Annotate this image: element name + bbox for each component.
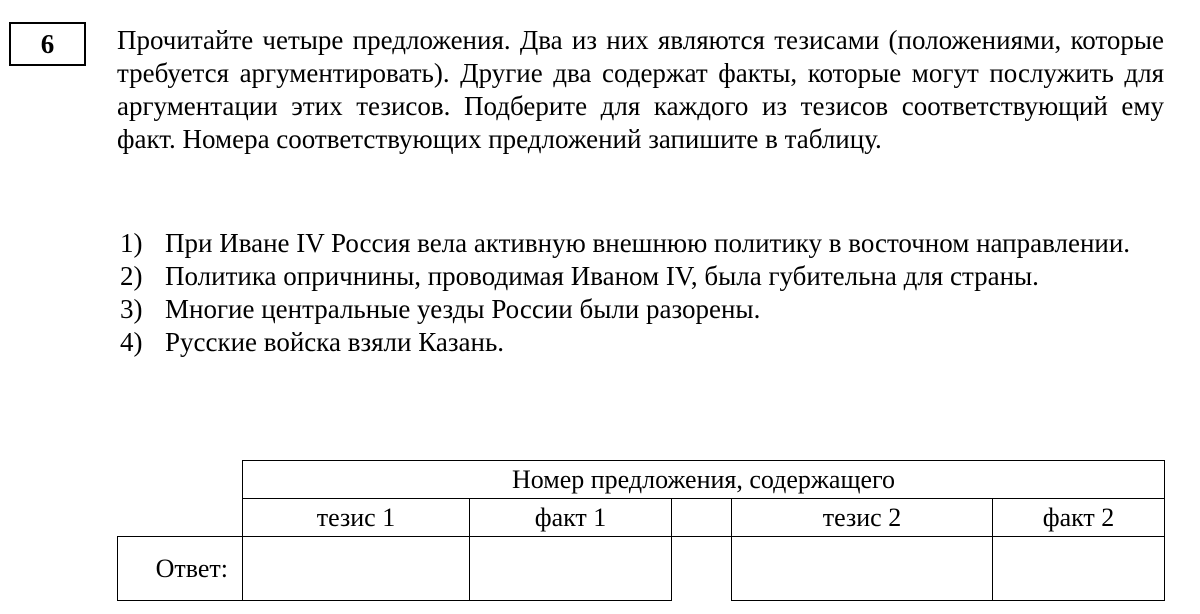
answer-cell-thesis-2[interactable]	[732, 537, 993, 601]
answer-cell-fact-2[interactable]	[993, 537, 1165, 601]
statement-item	[120, 326, 1164, 359]
column-header-thesis-2: тезис 2	[732, 499, 993, 537]
statement-item	[120, 293, 1164, 326]
column-header-thesis-1: тезис 1	[243, 499, 470, 537]
table-gap	[672, 499, 732, 537]
statements-list	[120, 227, 1164, 359]
table-corner	[118, 461, 243, 499]
answer-label: Ответ:	[118, 537, 243, 601]
statement-number: 3)	[120, 294, 143, 324]
table-corner-lower	[118, 499, 243, 537]
statement-number: 4)	[120, 327, 143, 357]
statement-item	[120, 227, 1164, 260]
answer-table	[117, 460, 1165, 601]
table-gap-answer	[672, 537, 732, 601]
task-instruction: Прочитайте четыре предложения. Два из них являются тезисами (положениями, которые требуется аргументировать). Другие два содержат факты, которые могут послужить для аргументации этих тезисов. Подберите для каждого из тезисов соответствующий ему факт. Номера соответствующих предложений запишите в таблицу.	[117, 25, 1164, 154]
task-number-box	[9, 22, 86, 66]
statement-text: Русские войска взяли Казань.	[165, 327, 505, 357]
answer-cell-fact-1[interactable]	[470, 537, 672, 601]
answer-cell-thesis-1[interactable]	[243, 537, 470, 601]
task-number: 6	[40, 28, 55, 59]
table-header: Номер предложения, содержащего	[243, 461, 1165, 499]
statement-text: Многие центральные уезды России были разорены.	[165, 294, 761, 324]
statement-item	[120, 260, 1164, 293]
statement-text: Политика опричнины, проводимая Иваном IV, была губительна для страны.	[165, 261, 1039, 291]
column-header-fact-2: факт 2	[993, 499, 1165, 537]
column-header-fact-1: факт 1	[470, 499, 672, 537]
statement-number: 2)	[120, 261, 143, 291]
statement-number: 1)	[120, 228, 143, 258]
statement-text: При Иване IV Россия вела активную внешнюю политику в восточном направлении.	[165, 228, 1131, 258]
